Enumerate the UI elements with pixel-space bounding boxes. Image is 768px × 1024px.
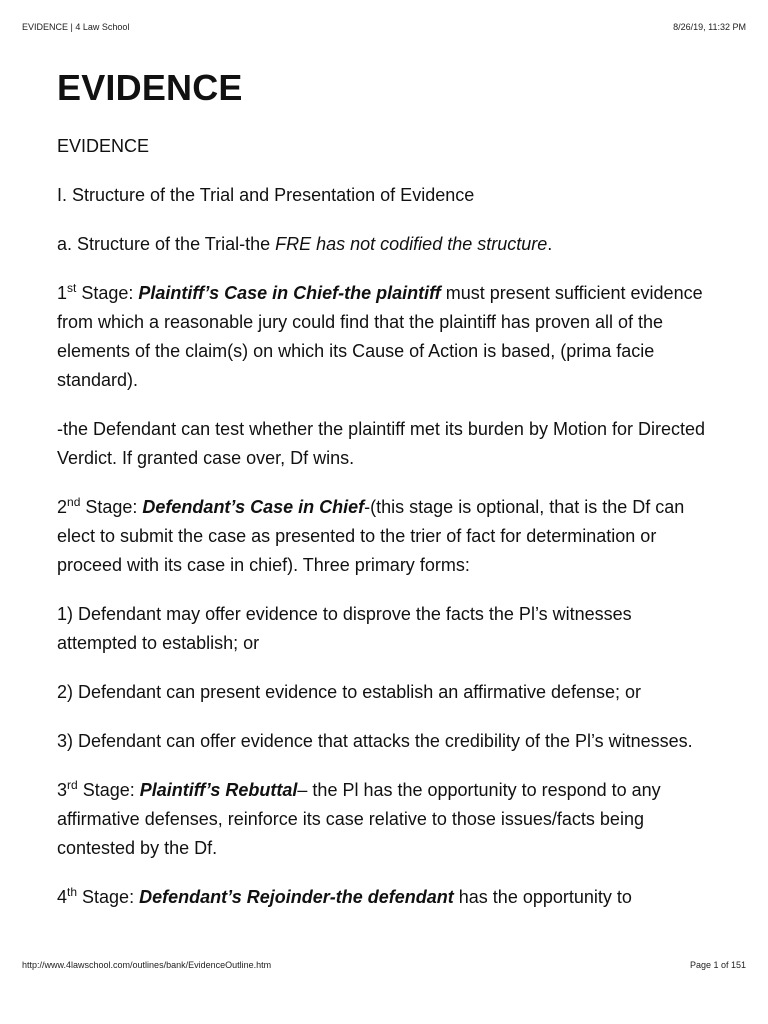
- stage-3-text: – the Pl has the opportunity to respond to any affirmative defenses, reinforce its case relative to those issues/facts being contested by the Df.: [57, 780, 661, 858]
- subsection-a-prefix: a. Structure of the Trial-the: [57, 234, 276, 254]
- print-footer-page-number: Page 1 of 151: [689, 960, 746, 970]
- form-item-1: 1) Defendant may offer evidence to disprove the facts the Pl’s witnesses attempted to establish; or: [57, 604, 632, 653]
- stage-1-label: Stage:: [76, 283, 139, 303]
- page-title: EVIDENCE: [57, 67, 243, 108]
- subsection-a-italic: FRE has not codified the structure: [275, 234, 548, 254]
- stage-1-paragraph: [57, 279, 707, 395]
- stage-2-paragraph: [57, 493, 707, 580]
- form-item-2: 2) Defendant can present evidence to establish an affirmative defense; or: [57, 682, 642, 702]
- subsection-a: [57, 230, 707, 259]
- subsection-a-suffix: .: [547, 234, 553, 254]
- stage-4-label: Stage:: [77, 887, 140, 907]
- print-header-title: EVIDENCE | 4 Law School: [22, 22, 130, 32]
- stage-2-number: 2: [57, 497, 68, 517]
- stage-1-ordinal: st: [67, 281, 77, 295]
- stage-1-text: must present sufficient evidence from which a reasonable jury could find that the plaintiff has proven all of the elements of the claim(s) on which its Cause of Action is based, (prima facie standard).: [57, 283, 703, 390]
- stage-4-heading: Defendant’s Rejoinder-the defendant: [139, 887, 454, 907]
- stage-4-text: has the opportunity to: [453, 887, 632, 907]
- stage-1-heading: Plaintiff’s Case in Chief-the plaintiff: [138, 283, 441, 303]
- section-heading: I. Structure of the Trial and Presentation of Evidence: [57, 185, 475, 205]
- stage-4-paragraph: [57, 883, 707, 912]
- article-body: [57, 62, 707, 942]
- print-header: [22, 22, 746, 36]
- stage-4-ordinal: th: [67, 885, 78, 899]
- stage-3-heading: Plaintiff’s Rebuttal: [139, 780, 298, 800]
- stage-2-ordinal: nd: [67, 495, 81, 509]
- print-footer: [22, 960, 746, 974]
- stage-2-text: -(this stage is optional, that is the Df can elect to submit the case as presented to the trier of fact for determination or proceed with its case in chief). Three primary forms:: [57, 497, 685, 575]
- stage-3-paragraph: [57, 776, 707, 863]
- stage-2-label: Stage:: [80, 497, 143, 517]
- print-header-timestamp: 8/26/19, 11:32 PM: [673, 22, 746, 32]
- stage-1-number: 1: [57, 283, 68, 303]
- form-item-3: 3) Defendant can offer evidence that attacks the credibility of the Pl’s witnesses.: [57, 731, 693, 751]
- print-footer-url: http://www.4lawschool.com/outlines/bank/EvidenceOutline.htm: [22, 960, 272, 970]
- defendant-test-paragraph: -the Defendant can test whether the plaintiff met its burden by Motion for Directed Verdict. If granted case over, Df wins.: [57, 419, 706, 468]
- stage-3-ordinal: rd: [67, 778, 78, 792]
- stage-3-label: Stage:: [77, 780, 140, 800]
- stage-2-heading: Defendant’s Case in Chief: [142, 497, 365, 517]
- article-subtitle: EVIDENCE: [57, 136, 150, 156]
- stage-4-number: 4: [57, 887, 68, 907]
- stage-3-number: 3: [57, 780, 68, 800]
